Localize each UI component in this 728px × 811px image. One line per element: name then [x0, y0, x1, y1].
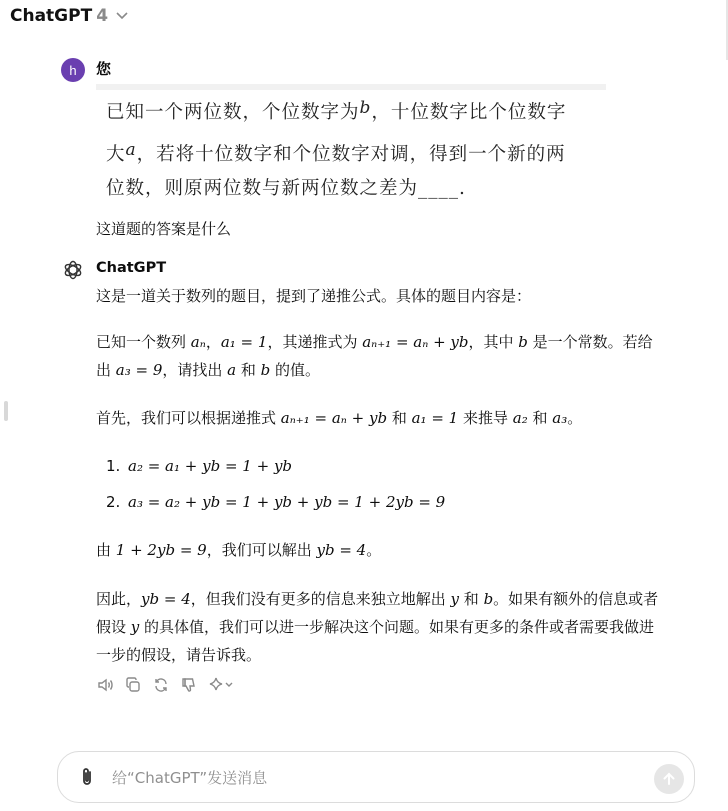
- math-expression: a₂ = a₁ + yb = 1 + yb: [128, 457, 293, 475]
- text-span: 。: [366, 541, 382, 559]
- math-expression: 1 + 2yb = 9: [115, 541, 207, 559]
- chevron-down-icon: [116, 9, 128, 23]
- attach-icon[interactable]: [76, 766, 98, 788]
- assistant-paragraph-1: 这是一道关于数列的题目，提到了递推公式。具体的题目内容是：: [96, 287, 532, 305]
- math-expression: b: [260, 361, 271, 379]
- arrow-up-icon: [661, 771, 677, 787]
- question-text: 已知一个两位数，个位数字为: [106, 102, 360, 123]
- math-expression: a₂: [512, 409, 528, 427]
- regenerate-icon[interactable]: [152, 676, 170, 694]
- question-image[interactable]: [96, 84, 606, 211]
- text-span: ，但我们没有更多的信息来独立地解出: [190, 590, 451, 608]
- user-message-text: 这道题的答案是什么: [96, 220, 232, 238]
- text-span: 的具体值，我们可以进一步解决这个问题。如果有更多的条件或者需要我做进: [139, 618, 655, 636]
- text-span: 和: [459, 590, 484, 608]
- math-expression: a₃ = 9: [115, 361, 163, 379]
- text-span: 因此，: [96, 590, 142, 608]
- math-expression: yb = 4: [316, 541, 367, 559]
- list-item: [106, 452, 716, 480]
- math-expression: y: [450, 590, 460, 608]
- list-number: 1.: [106, 457, 121, 475]
- model-version: 4: [96, 6, 109, 26]
- text-span: 和: [527, 409, 553, 427]
- model-selector[interactable]: [10, 4, 128, 28]
- text-span: 。: [567, 409, 583, 427]
- math-expression: b: [518, 333, 528, 351]
- math-expression: a: [227, 361, 237, 379]
- thumbs-down-icon[interactable]: [180, 676, 198, 694]
- text-span: 由: [96, 541, 116, 559]
- text-span: 假设: [96, 618, 131, 636]
- math-expression: a₁ = 1: [220, 333, 268, 351]
- assistant-paragraph-5: [96, 585, 706, 669]
- assistant-paragraph-4: [96, 536, 706, 564]
- question-line-3: 位数，则原两位数与新两位数之差为____.: [106, 178, 466, 199]
- question-line-1: [106, 98, 566, 124]
- question-text: ，十位数字比个位数字: [371, 102, 567, 123]
- text-span: ，请找出: [162, 361, 228, 379]
- user-name: 您: [96, 60, 112, 78]
- question-line-2: [106, 140, 566, 166]
- assistant-paragraph-3: [96, 404, 706, 432]
- question-variable: b: [359, 98, 372, 118]
- text-span: 的值。: [270, 361, 321, 379]
- message-input[interactable]: 给“ChatGPT”发送消息: [112, 769, 268, 787]
- text-span: 来推导: [458, 409, 513, 427]
- math-expression: aₙ₊₁ = aₙ + yb: [280, 409, 388, 427]
- text-span: 和: [387, 409, 412, 427]
- math-expression: a₃ = a₂ + yb = 1 + yb + yb = 1 + 2yb = 9: [128, 493, 446, 511]
- list-item: [106, 488, 716, 516]
- question-text: ，若将十位数字和个位数字对调，得到一个新的两: [136, 144, 566, 165]
- text-span: 出: [96, 361, 116, 379]
- list-number: 2.: [106, 493, 121, 511]
- paragraph-line: [96, 328, 706, 356]
- paragraph-line: 一步的假设，请告诉我。: [96, 646, 262, 664]
- text-span: ，其中: [468, 333, 519, 351]
- question-variable: a: [125, 140, 137, 160]
- sidebar-toggle-handle[interactable]: [4, 401, 8, 421]
- assistant-paragraph-2: [96, 328, 706, 384]
- math-expression: aₙ₊₁ = aₙ + yb: [362, 333, 469, 351]
- question-text: 大: [106, 144, 126, 165]
- text-span: ，其递推式为: [267, 333, 363, 351]
- text-span: 已知一个数列: [96, 333, 191, 351]
- math-expression: a₁ = 1: [411, 409, 459, 427]
- math-expression: yb = 4: [141, 590, 191, 608]
- chatgpt-logo-icon: [62, 259, 84, 281]
- message-composer[interactable]: [57, 751, 695, 803]
- text-span: 和: [236, 361, 261, 379]
- avatar: h: [61, 58, 85, 82]
- app-title: ChatGPT: [10, 6, 93, 26]
- speaker-icon[interactable]: [96, 676, 114, 694]
- sparkle-icon[interactable]: [208, 676, 234, 694]
- paragraph-line: [96, 356, 706, 384]
- text-span: 首先，我们可以根据递推式: [96, 409, 281, 427]
- assistant-name: ChatGPT: [96, 260, 167, 276]
- message-actions: [96, 676, 234, 694]
- math-expression: y: [130, 618, 140, 636]
- text-span: ，我们可以解出: [206, 541, 317, 559]
- paragraph-line: [96, 613, 706, 641]
- text-span: ，: [205, 333, 221, 351]
- math-expression: aₙ: [190, 333, 206, 351]
- text-span: 。如果有额外的信息或者: [493, 590, 659, 608]
- send-button[interactable]: [654, 764, 684, 794]
- paragraph-line: [96, 585, 706, 613]
- math-expression: b: [483, 590, 494, 608]
- text-span: 是一个常数。若给: [527, 333, 653, 351]
- copy-icon[interactable]: [124, 676, 142, 694]
- math-expression: a₃: [552, 409, 568, 427]
